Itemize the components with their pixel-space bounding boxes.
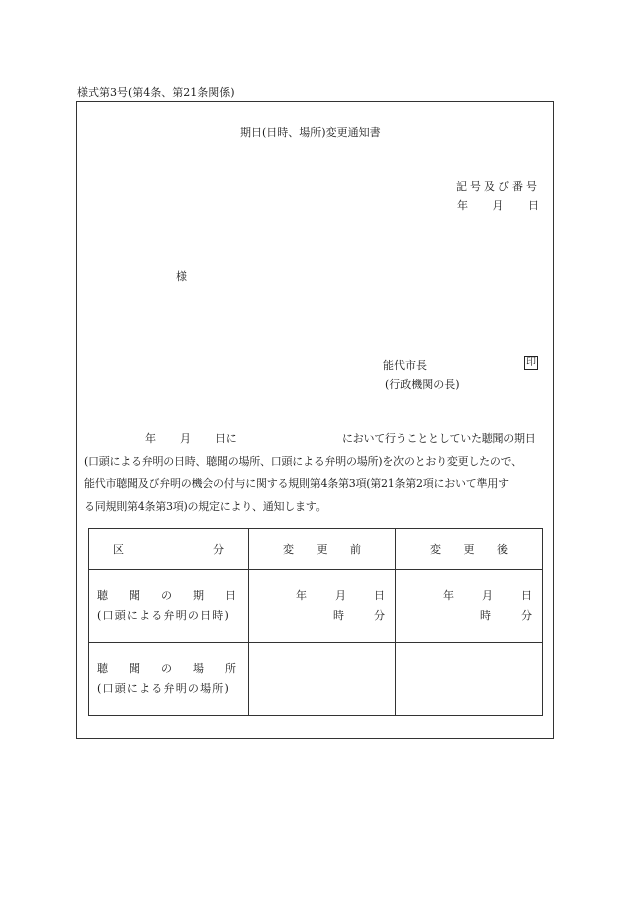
recipient-suffix: 様 [176, 270, 187, 283]
label-char: 聴 [97, 662, 108, 675]
label-char: 所 [225, 662, 236, 675]
body-line-3: 能代市聴聞及び弁明の機会の付与に関する規則第4条第3項(第21条第2項において準用す [84, 477, 509, 490]
reference-number-label: 記号及び番号 [456, 180, 540, 193]
header-after-char: 更 [463, 543, 475, 556]
row-label-hearing-place [89, 643, 249, 716]
month-label: 月 [335, 589, 346, 602]
header-category-char: 分 [213, 543, 224, 556]
body-line-2: (口頭による弁明の日時、聴聞の場所、口頭による弁明の場所)を次のとおり変更したので、 [84, 454, 522, 468]
label-char: の [161, 662, 172, 675]
header-after-char: 変 [430, 543, 441, 556]
change-table [88, 528, 543, 716]
before-datetime-cell [249, 570, 396, 643]
label-char: の [161, 589, 172, 602]
row-label-hearing-date [89, 570, 249, 643]
minute-label: 分 [374, 609, 385, 622]
notice-body [84, 428, 552, 518]
hour-label: 時 [333, 609, 344, 622]
ref-day-label: 日 [528, 199, 539, 212]
table-header-row [89, 529, 543, 570]
row-sublabel: (口頭による弁明の日時) [97, 609, 230, 622]
body-day-label: 日に [215, 432, 237, 445]
body-line-1-text: において行うこととしていた聴聞の期日 [342, 432, 536, 445]
day-label: 日 [374, 589, 385, 602]
year-label: 年 [443, 589, 454, 602]
label-char: 日 [225, 589, 236, 602]
header-before-char: 前 [350, 543, 361, 556]
minute-label: 分 [521, 609, 532, 622]
body-month-label: 月 [180, 432, 191, 445]
table-row [89, 643, 543, 716]
ref-month-label: 月 [492, 199, 504, 212]
reference-date [457, 197, 539, 213]
month-label: 月 [482, 589, 493, 602]
ref-year-label: 年 [457, 199, 468, 212]
body-year-label: 年 [145, 432, 156, 445]
form-number: 様式第3号(第4条、第21条関係) [77, 86, 235, 99]
label-char: 聞 [129, 589, 140, 602]
issuer-subtitle: (行政機関の長) [385, 378, 460, 391]
row-sublabel: (口頭による弁明の場所) [97, 682, 230, 695]
hour-label: 時 [480, 609, 491, 622]
after-place-cell [396, 643, 543, 716]
table-row [89, 570, 543, 643]
document-title: 期日(日時、場所)変更通知書 [240, 126, 381, 139]
seal-mark: 印 [526, 357, 536, 368]
day-label: 日 [521, 589, 532, 602]
header-after-char: 後 [497, 543, 508, 556]
header-after [396, 529, 543, 570]
header-before-char: 変 [283, 543, 294, 556]
label-char: 聴 [97, 589, 108, 602]
header-category-char: 区 [113, 543, 124, 556]
header-before [249, 529, 396, 570]
header-category [89, 529, 249, 570]
before-place-cell [249, 643, 396, 716]
label-char: 場 [193, 662, 204, 675]
issuer-name: 能代市長 [383, 359, 427, 372]
label-char: 聞 [129, 662, 140, 675]
year-label: 年 [296, 589, 307, 602]
body-line-4: る同規則第4条第3項)の規定により、通知します。 [84, 499, 327, 513]
label-char: 期 [193, 589, 204, 602]
body-line-1 [84, 428, 552, 451]
header-before-char: 更 [316, 543, 328, 556]
after-datetime-cell [396, 570, 543, 643]
